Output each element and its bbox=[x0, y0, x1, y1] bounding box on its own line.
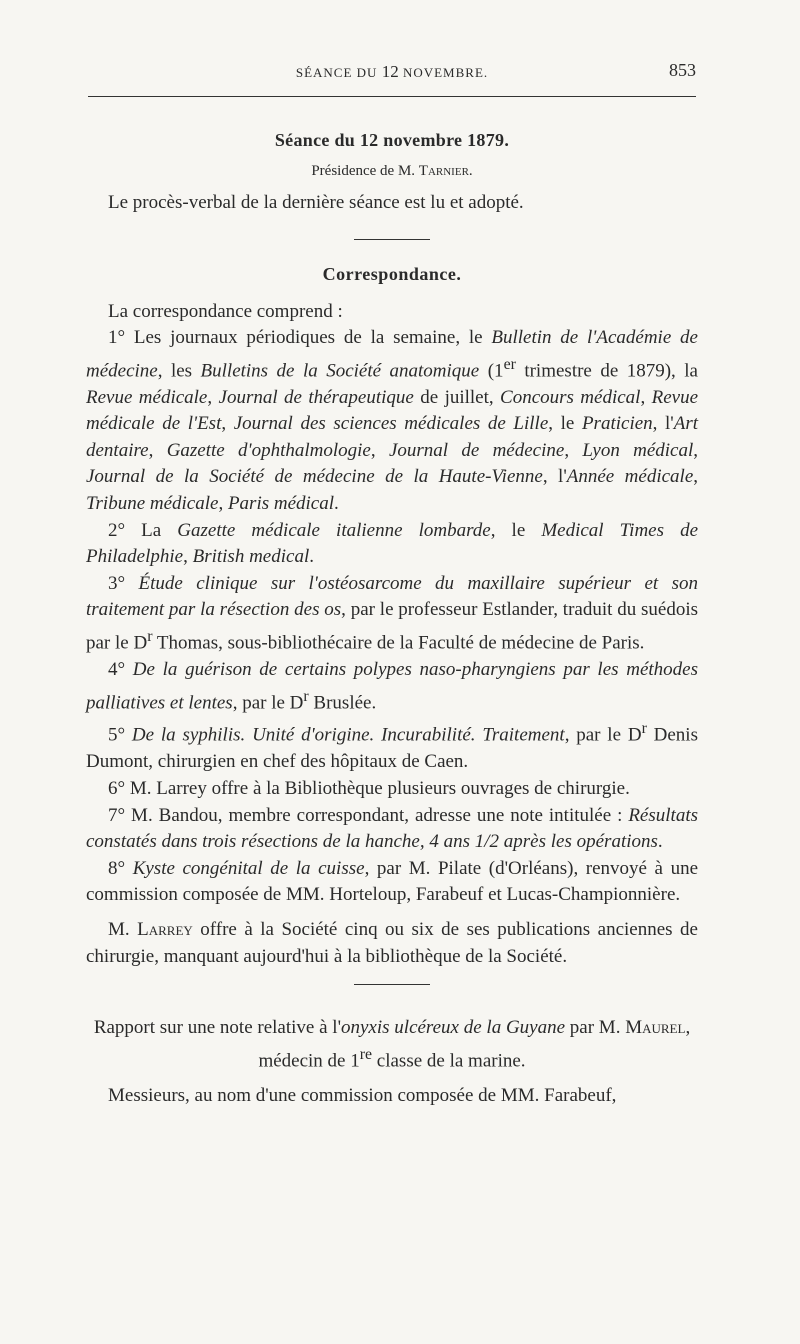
larrey-paragraph: M. Larrey offre à la Société cinq ou six de ses publications anciennes de chirurgie, manquant aujourd'hui à la bibliothèque de la Société. bbox=[86, 918, 698, 967]
header-rule bbox=[88, 96, 696, 97]
messieurs-paragraph: Messieurs, au nom d'une commission composée de MM. Farabeuf, bbox=[108, 1084, 617, 1106]
page-content bbox=[86, 130, 698, 1109]
correspondance-item-2: 2° La Gazette médicale italienne lombarde, le Medical Times de Philadelphie, British medical. bbox=[86, 519, 698, 568]
running-title-month: NOVEMBRE. bbox=[402, 65, 489, 80]
correspondance-item-7: 7° M. Bandou, membre correspondant, adresse une note intitulée : Résultats constatés dans trois résections de la hanche, 4 ans 1/2 après les opérations. bbox=[86, 804, 698, 853]
presidence-prefix: Présidence de M. bbox=[311, 163, 419, 179]
president-name: Tarnier. bbox=[418, 163, 473, 179]
presidence-line bbox=[86, 163, 698, 180]
running-head bbox=[88, 60, 696, 88]
running-title-day: 12 bbox=[381, 62, 399, 81]
proces-verbal: Le procès-verbal de la dernière séance est lu et adopté. bbox=[108, 192, 524, 213]
section-title-correspondance: Correspondance. bbox=[322, 263, 462, 284]
running-title bbox=[88, 62, 696, 82]
correspondance-item-3: 3° Étude clinique sur l'ostéosarcome du maxillaire supérieur et son traitement par la résection des os, par le professeur Estlander, traduit du suédois par le $D^r$ Thomas, sous-bibliothécaire de la Faculté de médecine de Paris. bbox=[86, 572, 698, 654]
correspondance-item-5: 5° De la syphilis. Unité d'origine. Incurabilité. Traitement, par le $D^r$ Denis Dumont, chirurgien en chef des hôpitaux de Caen. bbox=[86, 720, 698, 773]
correspondance-intro: La correspondance comprend : bbox=[108, 300, 343, 322]
correspondance-item-8: 8° Kyste congénital de la cuisse, par M. Pilate (d'Orléans), renvoyé à une commission composée de MM. Horteloup, Farabeuf et Lucas-Championnière. bbox=[86, 857, 698, 906]
rapport-title: Rapport sur une note relative à l'onyxis ulcéreux de la Guyane par M. Maurel, médecin de 1re classe de la marine. bbox=[93, 1017, 691, 1072]
section-rule-2 bbox=[354, 984, 430, 985]
section-rule bbox=[354, 239, 430, 240]
running-title-text: SÉANCE DU bbox=[295, 65, 378, 80]
page-number: 853 bbox=[669, 60, 696, 80]
correspondance-item-4: 4° De la guérison de certains polypes naso-pharyngiens par les méthodes palliatives et lentes, par le $D^r$ Bruslée. bbox=[86, 658, 698, 713]
correspondance-item-6: 6° M. Larrey offre à la Bibliothèque plusieurs ouvrages de chirurgie. bbox=[108, 778, 630, 799]
seance-title: Séance du 12 novembre 1879. bbox=[274, 130, 510, 150]
correspondance-item-1: 1° Les journaux périodiques de la semaine, le Bulletin de l'Académie de médecine, les Bulletins de la Société anatomique (1er trimestre de 1879), la Revue médicale, Journal de thérapeutique de juillet, Concours médical, Revue médicale de l'Est, Journal des sciences médicales de Lille, le Praticien, l'Art dentaire, Gazette d'ophthalmologie, Journal de médecine, Lyon médical, Journal de la Société de médecine de la Haute-Vienne, l'Année médicale, Tribune médicale, Paris médical. bbox=[86, 327, 699, 515]
